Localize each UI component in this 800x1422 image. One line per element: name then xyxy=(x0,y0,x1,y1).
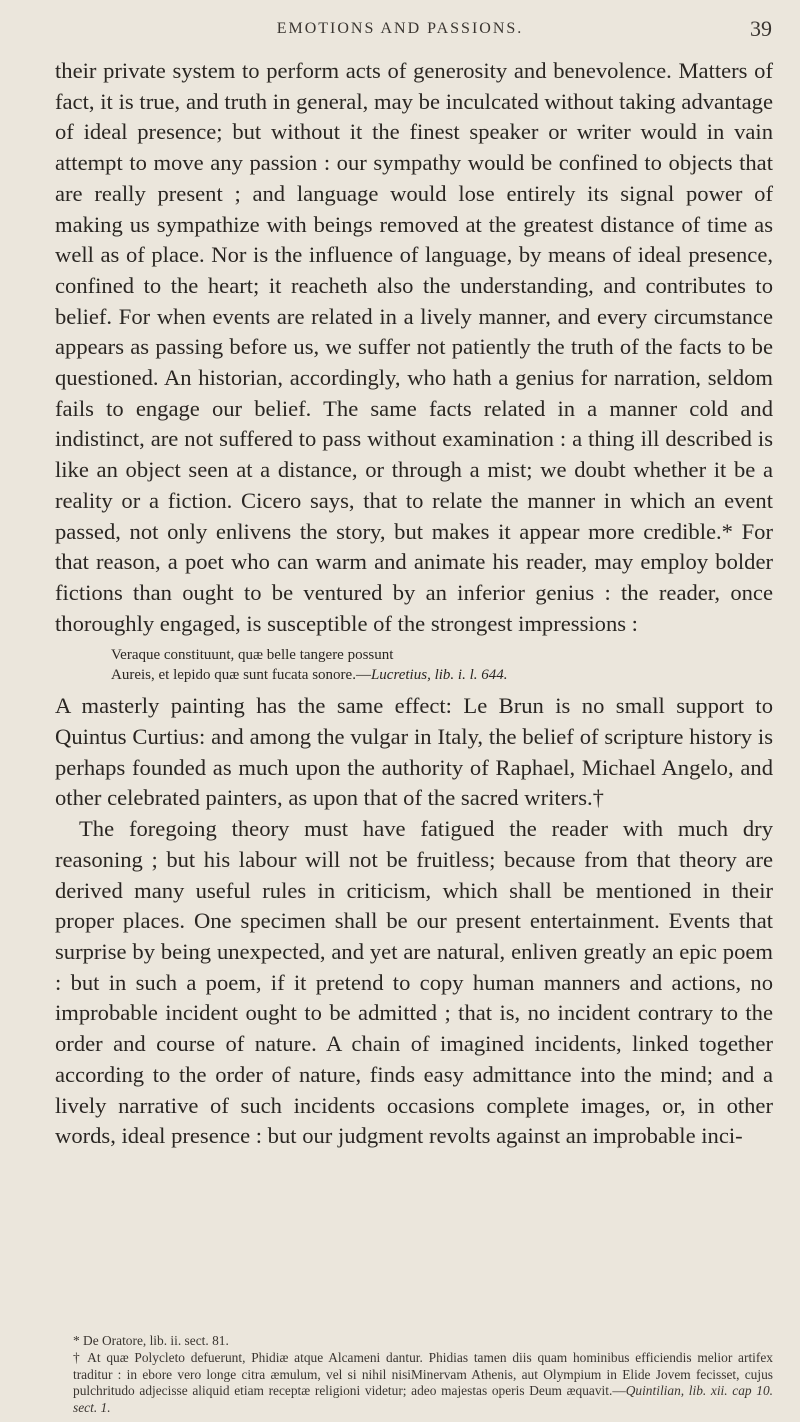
quote-source: Lucretius, lib. i. l. 644. xyxy=(370,667,508,684)
paragraph-3: The foregoing theory must have fatigued the reader with much dry reasoning ; but his labour will not be fruitless; because from that theory are derived many useful rules in criticism, which shall be mentioned in their proper places. One specimen shall be our present entertainment. Events that surprise by being unexpected, and yet are natural, enliven greatly an epic poem : but in such a poem, if it pretend to copy human manners and actions, no improbable incident ought to be admitted ; that is, no incident contrary to the order and course of nature. A chain of imagined incidents, linked together according to the order of nature, finds easy admittance into the mind; and a lively narrative of such incidents occasions complete images, or, in other words, ideal presence : but our judgment revolts against an improbable inci- xyxy=(55,816,773,1149)
running-title: EMOTIONS AND PASSIONS. xyxy=(276,20,524,37)
verse-quotation xyxy=(55,645,773,685)
quote-line-2 xyxy=(111,665,773,685)
paragraph-2: A masterly painting has the same effect: Le Brun is no small support to Quintus Curtius: and among the vulgar in Italy, the belief of scripture history is perhaps founded as much upon the authority of Raphael, Michael Angelo, and other celebrated painters, as upon that of the sacred writers.† xyxy=(55,693,773,811)
footnote-2-text: † At quæ Polycleto defuerunt, Phidiæ atque Alcameni dantur. Phidias tamen diis quam hominibus efficiendis melior artifex traditur : in ebore vero longe citra æmulum, vel si nihil nisiMinervam Athenis, aut Olympium in Elide Jovem fecisset, cujus pulchritudo adjecisse aliquid etiam receptæ religioni videtur; adeo majestas operis Deum æquavit.— xyxy=(73,1349,773,1399)
paragraph-1: their private system to perform acts of generosity and benevolence. Matters of fact, it is true, and truth in general, may be inculcated without taking advantage of ideal presence; but without it the finest speaker or writer would in vain attempt to move any passion : our sympathy would be confined to objects that are really present ; and language would lose entirely its signal power of making us sympathize with beings removed at the greatest distance of time as well as of place. Nor is the influence of language, by means of ideal presence, confined to the heart; it reacheth also the understanding, and contributes to belief. For when events are related in a lively manner, and every circumstance appears as passing before us, we suffer not patiently the truth of the facts to be questioned. An historian, accordingly, who hath a genius for narration, seldom fails to engage our belief. The same facts related in a manner cold and indistinct, are not suffered to pass without examination : a thing ill described is like an object seen at a distance, or through a mist; we doubt whether it be a reality or a fiction. Cicero says, that to relate the manner in which an event passed, not only enlivens the story, but makes it appear more credible.* For that reason, a poet who can warm and animate his reader, may employ bolder fictions than ought to be ventured by an inferior genius : the reader, once thoroughly engaged, is susceptible of the strongest impressions : xyxy=(55,58,773,636)
footnote-2 xyxy=(55,1350,773,1417)
page-number: 39 xyxy=(750,16,772,41)
page-header xyxy=(0,16,800,46)
quote-line-2-text: Aureis, et lepido quæ sunt fucata sonore.— xyxy=(111,667,371,684)
quote-line-1: Veraque constituunt, quæ belle tangere possunt xyxy=(111,647,394,664)
body-text xyxy=(55,56,773,1152)
footnote-2-source: Quintilian, lib. xii. cap 10. sect. 1. xyxy=(73,1383,773,1416)
footnotes xyxy=(55,1333,773,1417)
footnote-1: * De Oratore, lib. ii. sect. 81. xyxy=(73,1333,229,1348)
